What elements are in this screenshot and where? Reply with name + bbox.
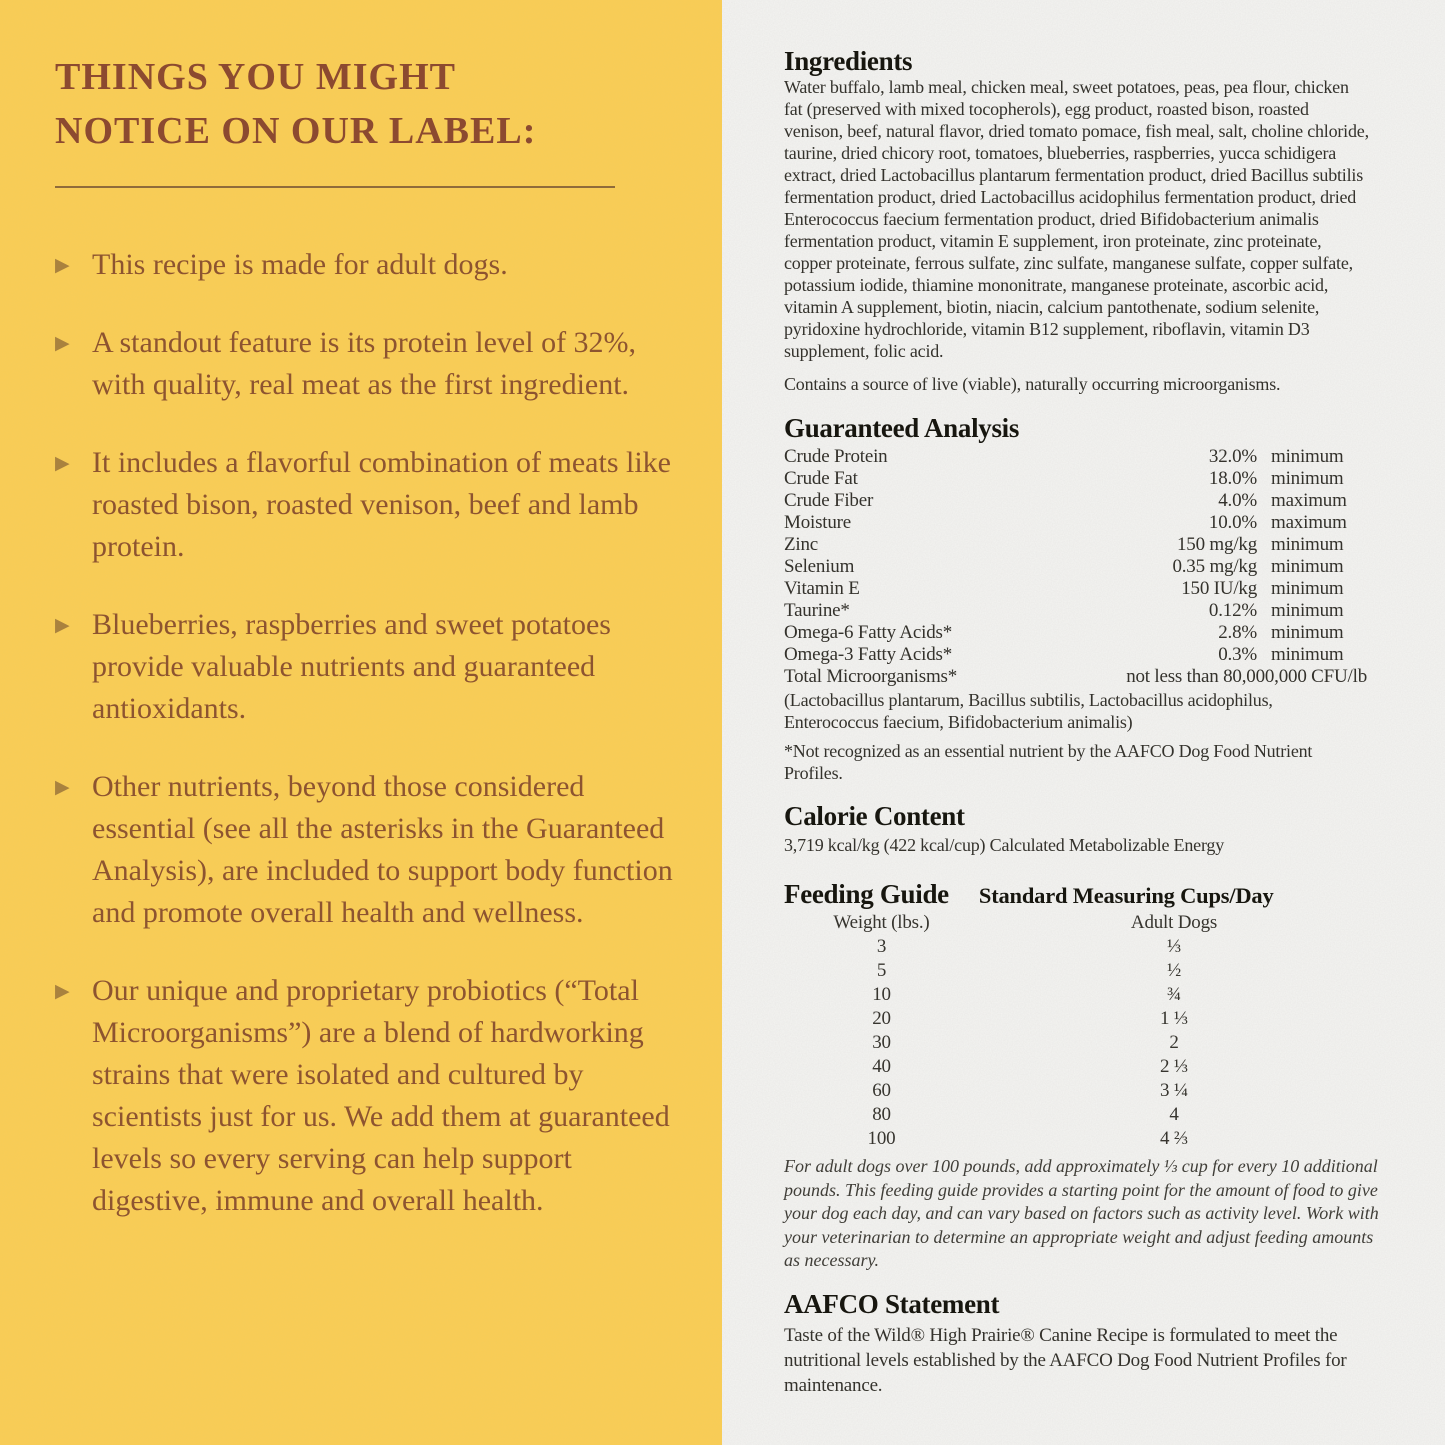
weight-cell: 40 <box>872 1056 891 1077</box>
nutrient-qualifier: minimum <box>1271 534 1344 555</box>
list-item <box>55 604 675 730</box>
aafco-statement-section <box>784 1289 1367 1398</box>
panel-title-line1: THINGS YOU MIGHT <box>55 56 456 98</box>
table-row <box>784 935 1369 959</box>
table-row <box>784 1007 1369 1031</box>
bullet-text: This recipe is made for adult dogs. <box>92 248 508 281</box>
nutrient-value: 32.0% <box>1208 446 1257 467</box>
guaranteed-analysis-heading: Guaranteed Analysis <box>784 413 1020 443</box>
nutrient-value: 150 IU/kg <box>1181 578 1257 599</box>
bullet-text: A standout feature is its protein level of 32%, with quality, real meat as the first ingredient. <box>92 326 637 401</box>
nutrient-value: 2.8% <box>1218 622 1257 643</box>
weight-cell: 80 <box>872 1104 891 1125</box>
nutrient-value: 150 mg/kg <box>1176 534 1257 555</box>
nutrient-qualifier: minimum <box>1271 578 1344 599</box>
aafco-statement-heading: AAFCO Statement <box>784 1288 1000 1319</box>
list-item <box>55 970 675 1222</box>
weight-cell: 30 <box>872 1032 891 1053</box>
cups-cell: 4 <box>1169 1104 1179 1125</box>
bullet-text: Blueberries, raspberries and sweet potatoes provide valuable nutrients and guaranteed antioxidants. <box>92 608 611 725</box>
weight-cell: 20 <box>872 1008 891 1029</box>
calorie-content-heading: Calorie Content <box>784 801 965 831</box>
cups-cell: ¾ <box>1166 984 1182 1005</box>
contains-note: Contains a source of live (viable), naturally occurring microorganisms. <box>784 374 1281 394</box>
nutrient-value: 0.12% <box>1208 600 1257 621</box>
table-row <box>784 983 1369 1007</box>
table-row <box>784 1103 1369 1127</box>
panel-title <box>55 50 682 158</box>
feeding-guide-section <box>784 879 1379 1273</box>
weight-cell: 5 <box>876 960 887 981</box>
cups-cell: 2 ⅓ <box>1160 1056 1188 1077</box>
nutrient-label: Crude Fiber <box>784 490 874 511</box>
nutrient-label: Zinc <box>784 534 819 555</box>
nutrient-qualifier: minimum <box>1271 446 1344 467</box>
weight-cell: 10 <box>872 984 891 1005</box>
ingredients-body: Water buffalo, lamb meal, chicken meal, sweet potatoes, peas, pea flour, chicken fat (preserved with mixed tocopherols), egg product, roasted bison, roasted venison, beef, natural flavor, dried tomato pomace, fish meal, salt, choline chloride, taurine, dried chicory root, tomatoes, blueberries, raspberries, yucca schidigera extract, dried Lactobacillus plantarum fermentation product, dried Bacillus subtilis fermentation product, dried Lactobacillus acidophilus fermentation product, dried Enterococcus faecium fermentation product, dried Bifidobacterium animalis fermentation product, vitamin E supplement, iron proteinate, zinc proteinate, copper proteinate, ferrous sulfate, zinc sulfate, manganese sulfate, copper sulfate, potassium iodide, thiamine mononitrate, manganese proteinate, ascorbic acid, vitamin A supplement, biotin, niacin, calcium pantothenate, sodium selenite, pyridoxine hydrochloride, vitamin B12 supplement, riboflavin, vitamin D3 supplement, folic acid. <box>784 77 1369 361</box>
nutrient-qualifier: minimum <box>1271 468 1344 489</box>
ingredients-heading: Ingredients <box>784 46 913 76</box>
probiotic-species-note: (Lactobacillus plantarum, Bacillus subtilis, Lactobacillus acidophilus, Enterococcus faecium, Bifidobacterium animalis) <box>784 690 1273 732</box>
triangle-bullet-icon: ▶ <box>55 980 70 1002</box>
panel-title-line2: NOTICE ON OUR LABEL: <box>55 110 537 152</box>
list-item <box>55 244 675 286</box>
nutrient-qualifier: minimum <box>1271 622 1344 643</box>
calorie-content-section <box>784 801 1367 856</box>
nutrient-label: Selenium <box>784 556 855 577</box>
aafco-statement-body: Taste of the Wild® High Prairie® Canine Recipe is formulated to meet the nutritional levels established by the AAFCO Dog Food Nutrient Profiles for maintenance. <box>784 1324 1347 1396</box>
feeding-guide-header <box>784 879 1367 909</box>
nutrient-value: 4.0% <box>1218 490 1257 511</box>
nutrient-value: 18.0% <box>1208 468 1257 489</box>
nutrition-facts-panel <box>722 0 1445 1445</box>
cups-cell: ½ <box>1166 960 1182 981</box>
triangle-bullet-icon: ▶ <box>55 614 70 636</box>
measuring-cups-subheading: Standard Measuring Cups/Day <box>978 883 1274 908</box>
triangle-bullet-icon: ▶ <box>55 452 70 474</box>
nutrient-value: not less than 80,000,000 CFU/lb <box>1126 666 1367 687</box>
nutrient-value: 10.0% <box>1208 512 1257 533</box>
nutrient-qualifier: minimum <box>1271 556 1344 577</box>
table-row <box>784 959 1369 983</box>
table-row <box>784 534 1367 556</box>
weight-column-header: Weight (lbs.) <box>833 912 930 933</box>
nutrient-label: Crude Protein <box>784 446 888 467</box>
title-divider <box>55 186 615 188</box>
weight-cell: 60 <box>872 1080 891 1101</box>
cups-cell: 1 ⅓ <box>1160 1008 1188 1029</box>
nutrient-label: Moisture <box>784 512 852 533</box>
nutrient-label: Crude Fat <box>784 468 858 489</box>
table-row <box>784 468 1367 490</box>
table-row <box>784 578 1367 600</box>
table-row <box>784 666 1367 688</box>
table-row <box>784 490 1367 512</box>
table-row <box>784 556 1367 578</box>
nutrient-qualifier: maximum <box>1271 512 1347 533</box>
triangle-bullet-icon: ▶ <box>55 254 70 276</box>
table-row <box>784 1055 1369 1079</box>
triangle-bullet-icon: ▶ <box>55 776 70 798</box>
feeding-guide-table <box>784 911 1369 1151</box>
nutrient-label: Total Microorganisms* <box>784 666 958 687</box>
nutrient-qualifier: maximum <box>1271 490 1347 511</box>
nutrient-label: Omega-3 Fatty Acids* <box>784 644 953 665</box>
cups-cell: 2 <box>1169 1032 1179 1053</box>
nutrient-value: 0.35 mg/kg <box>1172 556 1257 577</box>
table-row <box>784 622 1367 644</box>
table-row <box>784 1031 1369 1055</box>
nutrient-value: 0.3% <box>1218 644 1257 665</box>
nutrient-qualifier: minimum <box>1271 600 1344 621</box>
highlights-list <box>55 244 675 1222</box>
cups-column-header: Adult Dogs <box>1130 912 1218 933</box>
guaranteed-analysis-section <box>784 413 1367 784</box>
nutrient-qualifier: minimum <box>1271 644 1344 665</box>
nutrient-label: Taurine* <box>784 600 850 621</box>
label-highlights-panel <box>0 0 722 1445</box>
bullet-text: Other nutrients, beyond those considered essential (see all the asterisks in the Guaranteed Analysis), are included to support body function and promote overall health and wellness. <box>92 770 673 929</box>
table-row <box>784 1079 1369 1103</box>
list-item <box>55 442 675 568</box>
table-row <box>784 1127 1369 1151</box>
feeding-guide-heading: Feeding Guide <box>784 879 949 909</box>
nutrient-label: Vitamin E <box>784 578 860 599</box>
cups-cell: ⅓ <box>1166 936 1182 957</box>
table-row <box>784 644 1367 666</box>
weight-cell: 3 <box>876 936 887 957</box>
list-item <box>55 766 675 934</box>
triangle-bullet-icon: ▶ <box>55 332 70 354</box>
bullet-text: It includes a flavorful combination of meats like roasted bison, roasted venison, beef and lamb protein. <box>92 446 671 563</box>
calorie-content-body: 3,719 kcal/kg (422 kcal/cup) Calculated Metabolizable Energy <box>784 835 1225 855</box>
weight-cell: 100 <box>867 1128 896 1149</box>
guaranteed-analysis-table <box>784 446 1367 688</box>
list-item <box>55 322 675 406</box>
cups-cell: 3 ¼ <box>1160 1080 1188 1101</box>
bullet-text: Our unique and proprietary probiotics (“Total Microorganisms”) are a blend of hardworking strains that were isolated and cultured by scientists just for us. We add them at guaranteed levels so every serving can help support digestive, immune and overall health. <box>92 974 670 1217</box>
feeding-guide-note: For adult dogs over 100 pounds, add approximately ⅓ cup for every 10 additional pounds. This feeding guide provides a starting point for the amount of food to give your dog each day, and can vary based on factors such as activity level. Work with your veterinarian to determine an appropriate weight and adjust feeding amounts as necessary. <box>784 1156 1379 1270</box>
table-header-row <box>784 911 1369 935</box>
table-row <box>784 512 1367 534</box>
ingredients-section <box>784 46 1367 395</box>
nutrient-label: Omega-6 Fatty Acids* <box>784 622 953 643</box>
cups-cell: 4 ⅔ <box>1160 1128 1188 1149</box>
asterisk-footnote: *Not recognized as an essential nutrient by the AAFCO Dog Food Nutrient Profiles. <box>784 741 1313 783</box>
table-row <box>784 600 1367 622</box>
table-row <box>784 446 1367 468</box>
